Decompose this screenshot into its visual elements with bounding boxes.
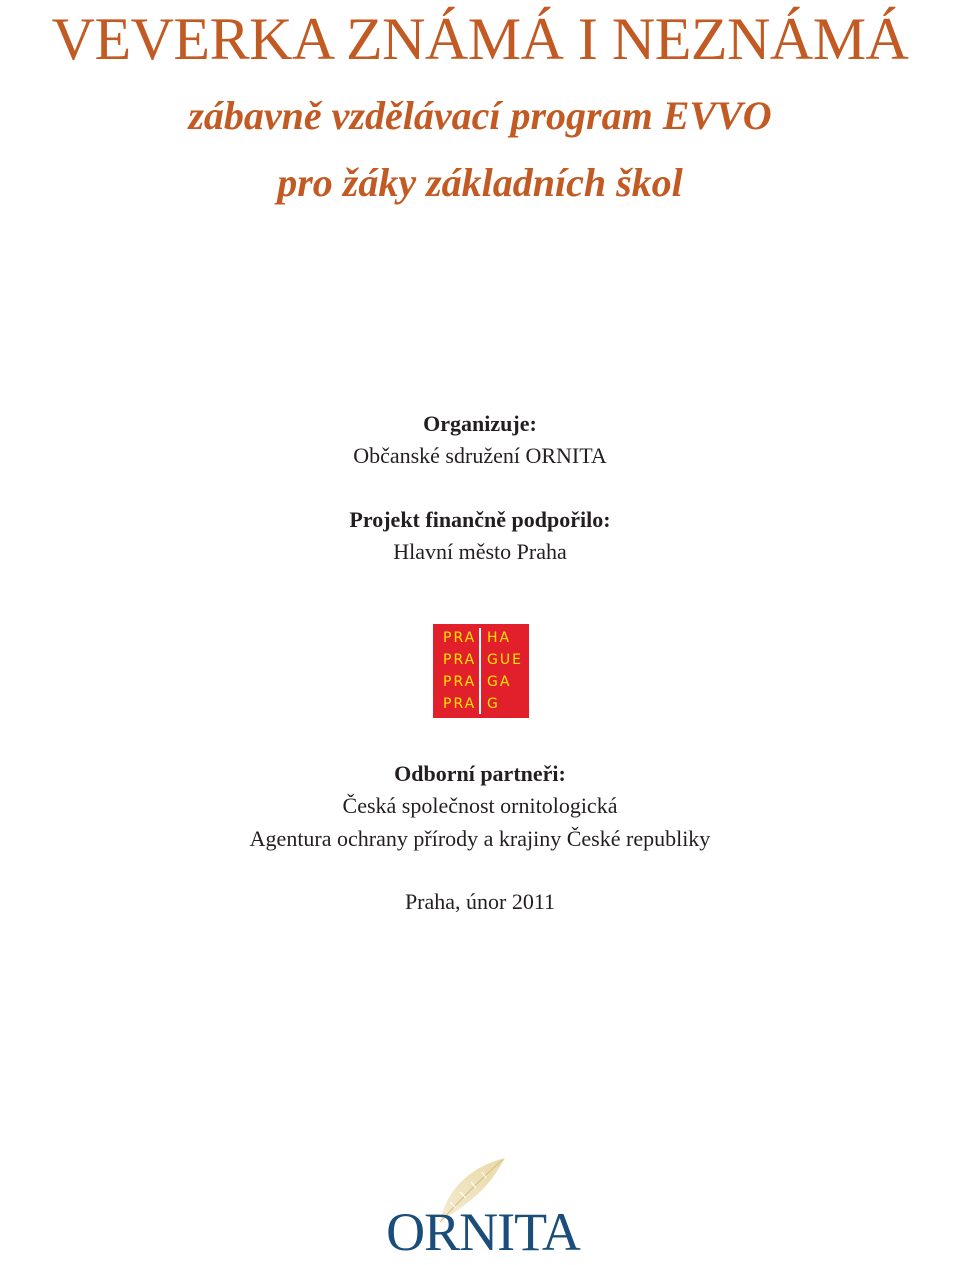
document-title: VEVERKA ZNÁMÁ I NEZNÁMÁ [51, 6, 909, 72]
partner-item: Agentura ochrany přírody a krajiny České republiky [249, 826, 711, 851]
partners-label: Odborní partneři: [394, 761, 566, 786]
praha-city-logo [433, 624, 529, 718]
praha-logo-row: PRA GUE [443, 652, 523, 668]
funding-value: Hlavní město Praha [393, 539, 567, 564]
document-subtitle-line-1: zábavně vzdělávací program EVVO [188, 93, 772, 138]
place-and-date: Praha, únor 2011 [404, 889, 556, 914]
ornita-logo-text: ORNITA [386, 1202, 580, 1262]
organizer-value: Občanské sdružení ORNITA [353, 443, 607, 468]
praha-logo-row: PRA G [443, 696, 500, 712]
praha-logo-row: PRA HA [443, 630, 512, 646]
praha-logo-row: PRA GA [443, 674, 512, 690]
funding-label: Projekt finančně podpořilo: [349, 507, 611, 532]
document-subtitle-line-2: pro žáky základních škol [277, 160, 683, 205]
organizer-label: Organizuje: [423, 411, 537, 436]
partner-item: Česká společnost ornitologická [342, 793, 618, 818]
ornita-logo [370, 1150, 596, 1265]
